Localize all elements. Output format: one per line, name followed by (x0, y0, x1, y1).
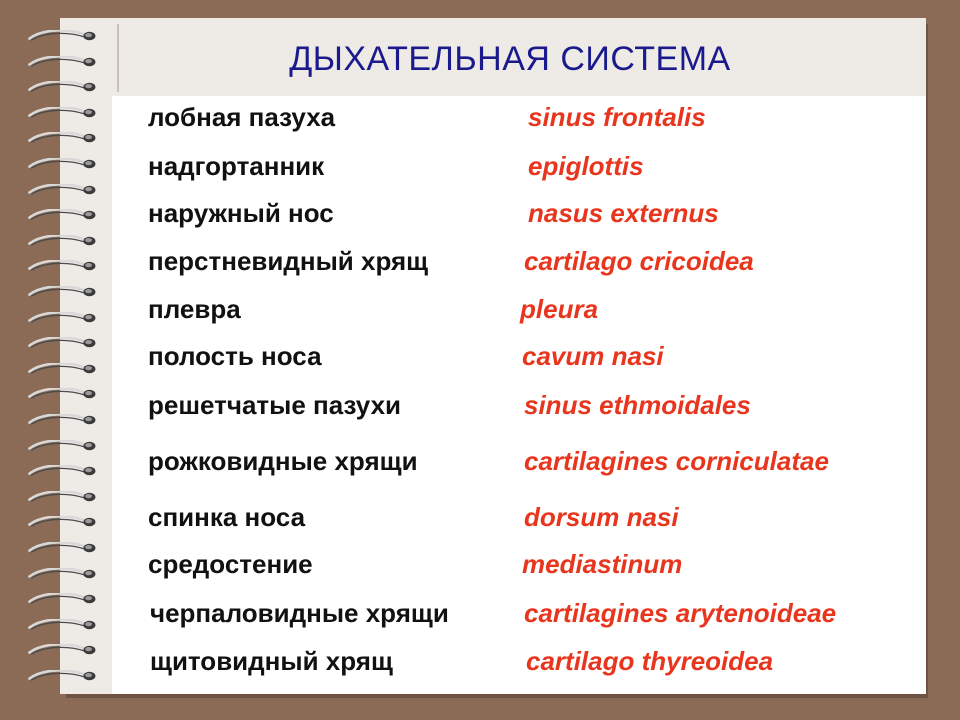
spiral-ring-icon (20, 158, 104, 170)
spiral-ring-icon (20, 363, 104, 375)
term-ru: черпаловидные хрящи (150, 598, 449, 628)
term-ru: перстневидный хрящ (148, 246, 429, 276)
spiral-ring-icon (20, 286, 104, 298)
term-la: cartilago thyreoidea (526, 646, 774, 676)
term-la: dorsum nasi (524, 502, 679, 532)
term-ru: лобная пазуха (148, 102, 336, 132)
spiral-ring-icon (20, 516, 104, 528)
spiral-ring-icon (20, 414, 104, 426)
spiral-ring-icon (20, 568, 104, 580)
term-la: pleura (520, 294, 599, 324)
term-ru: полость носа (148, 341, 322, 371)
spiral-ring-icon (20, 388, 104, 400)
spiral-ring-icon (20, 465, 104, 477)
spiral-ring-icon (20, 184, 104, 196)
spiral-ring-icon (20, 593, 104, 605)
term-ru: щитовидный хрящ (150, 646, 393, 676)
spiral-ring-icon (20, 542, 104, 554)
term-ru: плевра (148, 294, 241, 324)
term-ru: спинка носа (148, 502, 306, 532)
spiral-ring-icon (20, 81, 104, 93)
spiral-ring-icon (20, 260, 104, 272)
spiral-ring-icon (20, 209, 104, 221)
term-la: nasus externus (528, 198, 719, 228)
spiral-ring-icon (20, 312, 104, 324)
term-ru: наружный нос (148, 198, 334, 228)
term-ru: решетчатые пазухи (148, 390, 402, 420)
spiral-ring-icon (20, 440, 104, 452)
page-title: ДЫХАТЕЛЬНАЯ СИСТЕМА (289, 40, 731, 78)
term-ru: рожковидные хрящи (148, 446, 418, 476)
term-la: sinus frontalis (528, 102, 706, 132)
term-ru: надгортанник (148, 151, 325, 181)
term-la: cavum nasi (522, 341, 664, 371)
spiral-ring-icon (20, 132, 104, 144)
spiral-ring-icon (20, 644, 104, 656)
spiral-ring-icon (20, 670, 104, 682)
spiral-ring-icon (20, 491, 104, 503)
term-la: cartilagines arytenoideae (524, 598, 837, 628)
term-la: cartilago cricoidea (524, 246, 754, 276)
spiral-ring-icon (20, 619, 104, 631)
spiral-ring-icon (20, 30, 104, 42)
term-la: epiglottis (528, 151, 644, 181)
term-la: cartilagines corniculatae (524, 446, 829, 476)
term-la: mediastinum (522, 549, 683, 579)
spiral-ring-icon (20, 107, 104, 119)
spiral-ring-icon (20, 337, 104, 349)
term-ru: средостение (148, 549, 313, 579)
spiral-ring-icon (20, 235, 104, 247)
spiral-ring-icon (20, 56, 104, 68)
term-la: sinus ethmoidales (524, 390, 751, 420)
